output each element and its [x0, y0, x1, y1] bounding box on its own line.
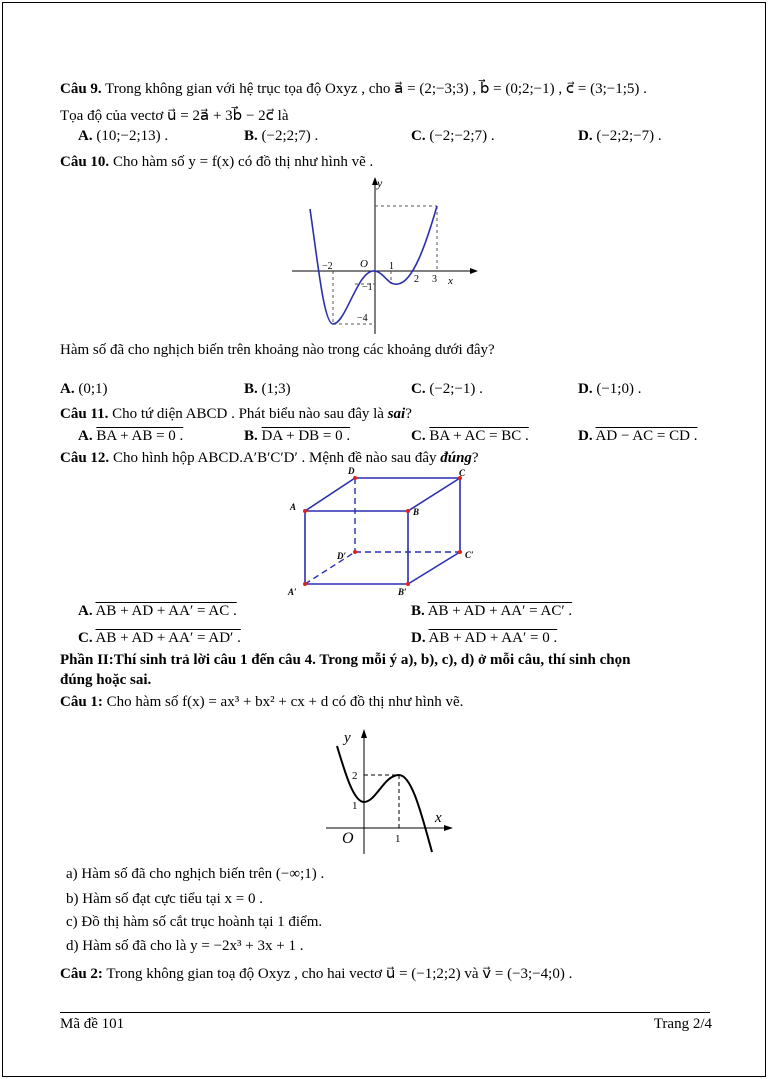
- c1-label: Câu 1:: [60, 694, 103, 710]
- q9-opt-d: D. (−2;2;−7) .: [578, 128, 662, 144]
- c1-text: Cho hàm số f(x) = ax³ + bx² + cx + d có đồ thị như hình vẽ.: [106, 694, 464, 710]
- q9-opt-b: B. (−2;2;7) .: [244, 128, 319, 144]
- q12-label-A: A: [290, 502, 297, 512]
- c1-tick-1: 1: [352, 800, 358, 812]
- q10-opt-c: C. (−2;−1) .: [411, 381, 483, 397]
- q12-end: ?: [471, 450, 479, 466]
- c1-tick-x1: 1: [395, 833, 401, 845]
- q10-opt-b: B. (1;3): [244, 381, 291, 397]
- c1-ylabel: y: [344, 730, 351, 746]
- c1-x-arrow: [444, 825, 453, 831]
- q9-text: Trong không gian với hệ trục tọa độ Oxyz , cho a⃗ = (2;−3;3) , b⃗ = (0;2;−1) , c⃗ = (3;−1;5) .: [105, 81, 647, 97]
- q10-line: [60, 154, 373, 171]
- q12-vertex-D: [353, 476, 357, 480]
- q9-label: Câu 9.: [60, 81, 102, 97]
- q10-tick-3: 3: [432, 274, 437, 285]
- c1-item-a: a) Hàm số đã cho nghịch biến trên (−∞;1) .: [66, 866, 325, 882]
- q9-line: [60, 79, 647, 98]
- q12-label-Dp: D′: [337, 551, 347, 561]
- q11-opt-c: C. BA + AC = BC .: [411, 428, 529, 444]
- q12-text: Cho hình hộp ABCD.A′B′C′D′ . Mệnh đề nào sau đây: [112, 450, 437, 466]
- q10-graph: [288, 174, 484, 339]
- c1-y-arrow: [361, 729, 367, 738]
- q10-tick-m4: −4: [357, 313, 368, 324]
- q12-emph: đúng: [440, 450, 472, 466]
- footer-page-number: Trang 2/4: [653, 1016, 712, 1032]
- q12-label-Cp: C′: [465, 550, 474, 560]
- q10-label: Câu 10.: [60, 154, 110, 170]
- c2-label: Câu 2:: [60, 966, 103, 982]
- c1-line: [60, 694, 463, 711]
- q12-label-C: C: [459, 468, 466, 478]
- q9-opt-c: C. (−2;−2;7) .: [411, 128, 495, 144]
- q10-xlabel: x: [448, 275, 453, 287]
- q12-label-B: B: [413, 507, 420, 517]
- q12-vertex-A: [303, 509, 307, 513]
- q12-opt-d: D. AB + AD + AA′ = 0 .: [411, 630, 558, 646]
- q11-end: ?: [405, 406, 412, 422]
- q12-front-face: [305, 511, 408, 584]
- q11-opt-d: D. AD − AC = CD .: [578, 428, 698, 444]
- q11-line: [60, 406, 412, 423]
- q12-label-Ap: A′: [288, 587, 297, 597]
- c1-item-d: d) Hàm số đã cho là y = −2x³ + 3x + 1 .: [66, 938, 304, 954]
- q10-origin: O: [360, 258, 368, 270]
- q11-text: Cho tứ diện ABCD . Phát biểu nào sau đây là: [112, 406, 384, 422]
- q12-vertex-Dp: [353, 550, 357, 554]
- c1-xlabel: x: [435, 810, 442, 826]
- q11-opt-b: B. DA + DB = 0 .: [244, 428, 351, 444]
- q10-text: Cho hàm số y = f(x) có đồ thị như hình vẽ .: [112, 154, 374, 170]
- q12-edge-AD: [305, 478, 355, 511]
- part2-line1: Phần II:Thí sinh trả lời câu 1 đến câu 4. Trong mỗi ý a), b), c), d) ở mỗi câu, thí sinh chọn: [60, 652, 631, 668]
- q9-line2: Tọa độ của vectơ u⃗ = 2a⃗ + 3b⃗ − 2c⃗ là: [60, 108, 289, 124]
- q12-label-Bp: B′: [398, 587, 407, 597]
- q10-tick-1: 1: [389, 261, 394, 272]
- q12-opt-b: B. AB + AD + AA′ = AC′ .: [411, 603, 573, 619]
- footer-rule: [60, 1012, 710, 1013]
- q11-label: Câu 11.: [60, 406, 109, 422]
- q12-line: [60, 450, 479, 467]
- q12-vertex-Cp: [458, 550, 462, 554]
- q12-vertex-Bp: [406, 582, 410, 586]
- q10-tick-2: 2: [414, 274, 419, 285]
- q12-opt-a: A. AB + AD + AA′ = AC .: [78, 603, 237, 619]
- q10-tick-m1: −1: [362, 282, 373, 293]
- q12-edge-ApDp: [305, 552, 355, 584]
- q11-emph: sai: [387, 406, 406, 422]
- q12-vertex-B: [406, 509, 410, 513]
- c1-tick-2: 2: [352, 770, 358, 782]
- q12-opt-c: C. AB + AD + AA′ = AD′ .: [78, 630, 241, 646]
- q10-question: Hàm số đã cho nghịch biến trên khoảng nào trong các khoảng dưới đây?: [60, 342, 495, 358]
- c2-text: Trong không gian toạ độ Oxyz , cho hai vectơ u⃗ = (−1;2;2) và v⃗ = (−3;−4;0) .: [106, 966, 573, 982]
- q10-ylabel: y: [377, 176, 383, 190]
- q9-opt-a: A. (10;−2;13) .: [78, 128, 169, 144]
- c1-graph: [324, 726, 456, 856]
- footer-exam-code: Mã đề 101: [60, 1016, 125, 1032]
- q10-opt-a: A. (0;1): [60, 381, 108, 397]
- q12-edge-BpCp: [408, 552, 460, 584]
- part2-line2: đúng hoặc sai.: [60, 672, 152, 688]
- q10-x-arrow: [470, 268, 478, 274]
- q12-vertex-Ap: [303, 582, 307, 586]
- q12-label-D: D: [348, 466, 355, 476]
- q12-label: Câu 12.: [60, 450, 110, 466]
- q10-tick-neg2: −2: [322, 261, 333, 272]
- c1-origin: O: [342, 830, 354, 847]
- q11-opt-a: A. BA + AB = 0 .: [78, 428, 184, 444]
- c1-item-b: b) Hàm số đạt cực tiểu tại x = 0 .: [66, 891, 263, 907]
- q10-opt-d: D. (−1;0) .: [578, 381, 642, 397]
- c2-line: [60, 964, 572, 983]
- q12-box: [284, 466, 494, 600]
- c1-item-c: c) Đồ thị hàm số cắt trục hoành tại 1 điểm.: [66, 914, 323, 930]
